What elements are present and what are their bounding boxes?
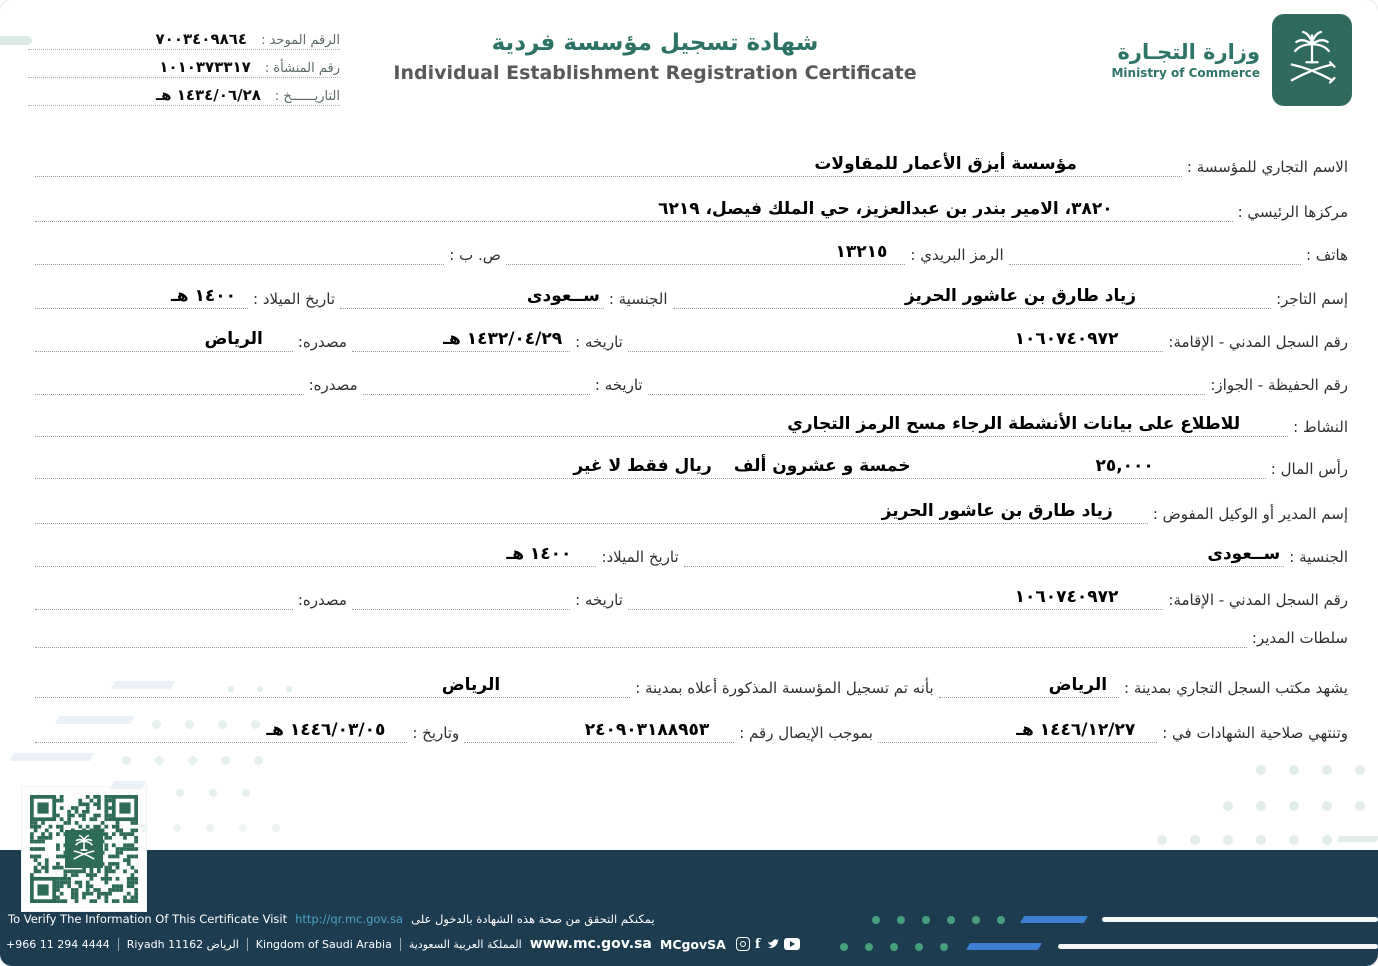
registered-city-label: بأنه تم تسجيل المؤسسة المذكورة أعلاه بمدينة : [635, 679, 934, 697]
decor-dot [872, 916, 880, 924]
decor-dot [257, 686, 263, 692]
decor-dot [1256, 765, 1266, 775]
decor-dot [1289, 801, 1299, 811]
activity-value: للاطلاع على بيانات الأنشطة الرجاء مسح الرمز التجاري [787, 414, 1241, 434]
decor-dot [997, 916, 1005, 924]
decor-dot [1322, 765, 1332, 775]
manager-powers-line [35, 647, 1247, 648]
decor-dot [209, 789, 217, 797]
manager-civil-id-source-label: مصدره: [297, 591, 347, 609]
postal-code-value: ١٣٢١٥ [835, 242, 888, 262]
civil-id-value: ١٠٦٠٧٤٠٩٧٢ [1014, 329, 1119, 349]
passport-label: رقم الحفيظة - الجواز: [1210, 376, 1348, 394]
office-city-label: يشهد مكتب السجل التجاري بمدينة : [1124, 679, 1348, 697]
manager-civil-id-date-label: تاريخه : [575, 591, 623, 609]
decor-dot [206, 824, 214, 832]
office-city-line [939, 675, 1119, 698]
decor-dot [286, 686, 292, 692]
decor-bar [1058, 944, 1378, 949]
facebook-icon: f [754, 936, 761, 952]
decor-bar [966, 943, 1042, 950]
decor-bar [10, 753, 94, 761]
decor-bar [55, 716, 135, 724]
decor-dot [1223, 801, 1233, 811]
decor-dot [251, 720, 260, 729]
activity-line [35, 414, 1288, 437]
head-office-value: ٣٨٢٠، الامير بندر بن عبدالعزيز، حي الملك فيصل، ٦٢١٩ [658, 199, 1113, 219]
expiry-line [878, 720, 1157, 743]
trade-name-line [35, 154, 1182, 177]
registration-city-row [30, 664, 1348, 698]
manager-civil-id-value: ١٠٦٠٧٤٠٩٧٢ [1014, 587, 1119, 607]
registered-city-value: الرياض [441, 675, 501, 695]
decor-dot [840, 943, 848, 951]
receipt-date-value: ١٤٤٦/٠٣/٠٥ هـ [266, 720, 386, 740]
manager-name-line [35, 501, 1148, 524]
palm-swords-emblem [1285, 28, 1339, 92]
decor-dot [1256, 835, 1266, 845]
issue-date-label: التاريــــــخ : [274, 89, 340, 104]
decor-bar [1337, 836, 1378, 842]
decor-dot [1256, 801, 1266, 811]
manager-birth-date-line [35, 544, 596, 567]
manager-civil-id-label: رقم السجل المدني - الإقامة: [1168, 591, 1348, 609]
decor-dot [140, 824, 148, 832]
manager-birth-date-value: ١٤٠٠ هـ [506, 544, 572, 564]
footer-social-handle: MCgovSA [659, 936, 726, 952]
nationality-line [340, 286, 604, 309]
ministry-name-arabic: وزارة التجـارة [1117, 40, 1260, 64]
footer-separator [400, 938, 401, 951]
decor-dot [1157, 835, 1167, 845]
decor-dot [915, 943, 923, 951]
capital-label: رأس المال : [1270, 460, 1348, 478]
head-office-row [30, 188, 1348, 222]
po-box-label: ص. ب : [449, 246, 501, 264]
footer-verify-line [8, 912, 655, 926]
manager-powers-row [30, 614, 1348, 648]
verify-link[interactable]: http://qr.mc.gov.sa [295, 912, 404, 926]
trade-name-label: الاسم التجاري للمؤسسة : [1186, 158, 1348, 176]
postal-code-label: الرمز البريدي : [910, 246, 1004, 264]
manager-civil-id-source-line [35, 609, 293, 610]
decor-dot [1322, 801, 1332, 811]
decor-dot [122, 756, 131, 765]
decor-dot [254, 756, 263, 765]
passport-line [648, 394, 1206, 395]
decor-dot [1355, 765, 1365, 775]
ministry-logo [1111, 14, 1352, 106]
entity-number-label: رقم المنشأة : [264, 61, 340, 76]
passport-source-line [35, 394, 304, 395]
manager-powers-label: سلطات المدير: [1251, 629, 1348, 647]
issue-date-row [28, 78, 340, 106]
civil-id-date-value: ١٤٣٢/٠٤/٢٩ هـ [443, 329, 563, 349]
title-english: Individual Establishment Registration Certificate [393, 62, 917, 84]
manager-nationality-row [30, 533, 1348, 567]
decor-dot [155, 756, 164, 765]
qr-code [22, 787, 146, 911]
manager-nationality-line [684, 544, 1285, 567]
decor-bar [110, 781, 146, 789]
manager-nationality-value: ســعودى [1207, 544, 1281, 564]
footer-city: Riyadh 11162 الرياض [126, 937, 239, 951]
footer-country-ar: المملكة العربية السعودية [408, 937, 522, 951]
manager-name-value: زياد طارق بن عاشور الحريز [881, 501, 1113, 521]
header-meta [28, 22, 340, 106]
trader-row [30, 275, 1348, 309]
footer-social-icons [736, 937, 801, 952]
decor-dot [897, 916, 905, 924]
capital-words-tail: ريال فقط لا غير [573, 456, 712, 476]
instagram-icon [736, 937, 750, 951]
civil-id-line [628, 329, 1164, 352]
unified-number-label: الرقم الموحد : [261, 33, 340, 48]
manager-nationality-label: الجنسية : [1289, 548, 1348, 566]
civil-id-source-label: مصدره: [297, 333, 347, 351]
decor-dot [272, 824, 280, 832]
verify-text-ar: يمكنكم التحقق من صحة هذه الشهادة بالدخول على [411, 912, 655, 926]
decor-dot [1289, 765, 1299, 775]
civil-id-row [30, 318, 1348, 352]
unified-number-value: ٧٠٠٣٤٠٩٨٦٤ [155, 30, 248, 48]
issue-date-value: ١٤٣٤/٠٦/٢٨ هـ [155, 86, 261, 104]
civil-id-date-line [352, 329, 570, 352]
capital-value: ٢٥,٠٠٠ [1095, 456, 1154, 476]
phone-postal-row [30, 231, 1348, 265]
passport-date-label: تاريخه : [594, 376, 643, 394]
birth-date-label: تاريخ الميلاد : [253, 290, 336, 308]
ministry-name [1111, 40, 1260, 80]
manager-civil-id-date-line [352, 609, 570, 610]
civil-id-source-line [35, 329, 293, 352]
passport-source-label: مصدره: [308, 376, 358, 394]
decor-dot [1190, 835, 1200, 845]
nationality-value: ســعودى [526, 286, 600, 306]
decor-dot [1223, 835, 1233, 845]
qr-center-emblem-icon [65, 830, 103, 868]
civil-id-label: رقم السجل المدني - الإقامة: [1168, 333, 1348, 351]
trader-name-value: زياد طارق بن عاشور الحريز [904, 286, 1137, 306]
footer-contact-line [6, 936, 800, 952]
decor-dot [185, 720, 194, 729]
footer-separator [118, 938, 119, 951]
capital-line [35, 456, 1266, 479]
head-office-line [35, 199, 1233, 222]
decor-dot [221, 756, 230, 765]
phone-label: هاتف : [1305, 246, 1348, 264]
passport-row [30, 361, 1348, 395]
activity-label: النشاط : [1293, 418, 1348, 436]
receipt-line [464, 720, 734, 743]
decor-bar [0, 36, 32, 45]
decor-dot [865, 943, 873, 951]
decor-dot [890, 943, 898, 951]
manager-name-label: إسم المدير أو الوكيل المفوض : [1152, 505, 1348, 523]
capital-words: خمسة و عشرون ألف [733, 456, 911, 476]
decor-dot [940, 943, 948, 951]
expiry-value: ١٤٤٦/١٢/٢٧ هـ [1016, 720, 1136, 740]
footer-website: www.mc.gov.sa [529, 936, 652, 952]
receipt-label: بموجب الإيصال رقم : [739, 724, 873, 742]
civil-id-source-value: الرياض [204, 329, 263, 349]
birth-date-value: ١٤٠٠ هـ [170, 286, 237, 306]
youtube-icon [784, 938, 800, 950]
decor-bar [1020, 916, 1088, 923]
receipt-date-label: وتاريخ : [412, 724, 460, 742]
capital-row [30, 445, 1348, 479]
trader-name-label: إسم التاجر: [1276, 290, 1348, 308]
trade-name-value: مؤسسة أيزق الأعمار للمقاولات [814, 154, 1077, 174]
head-office-label: مركزها الرئيسي : [1237, 203, 1348, 221]
postal-code-line [506, 242, 906, 265]
verify-text-en: To Verify The Information Of This Certificate Visit [8, 912, 288, 926]
birth-date-line [35, 286, 248, 309]
twitter-icon [765, 938, 779, 950]
title-arabic: شهادة تسجيل مؤسسة فردية [491, 30, 819, 56]
passport-date-line [363, 394, 590, 395]
decor-dot [176, 789, 184, 797]
receipt-value: ٢٤٠٩٠٣١٨٨٩٥٣ [584, 720, 710, 740]
decor-dot [242, 789, 250, 797]
manager-birth-date-label: تاريخ الميلاد: [601, 548, 679, 566]
civil-id-date-label: تاريخه : [575, 333, 623, 351]
decor-dot [972, 916, 980, 924]
phone-line [1009, 264, 1301, 265]
ministry-name-english: Ministry of Commerce [1111, 66, 1260, 80]
trade-name-row [30, 143, 1348, 177]
certificate-title [370, 30, 940, 84]
activity-row [30, 403, 1348, 437]
decor-dot [922, 916, 930, 924]
decor-dot [947, 916, 955, 924]
decor-dot [239, 824, 247, 832]
footer-separator [247, 938, 248, 951]
trader-name-line [673, 286, 1272, 309]
decor-dot [1355, 801, 1365, 811]
decor-bar [111, 681, 175, 689]
unified-number-row [28, 22, 340, 50]
decor-dot [173, 824, 181, 832]
decor-dot [152, 720, 161, 729]
manager-civil-id-row [30, 576, 1348, 610]
decor-dot [188, 756, 197, 765]
decor-dot [228, 686, 234, 692]
nationality-label: الجنسية : [608, 290, 668, 308]
decor-bar [1102, 917, 1378, 922]
office-city-value: الرياض [1048, 675, 1108, 695]
po-box-line [35, 264, 444, 265]
manager-civil-id-line [628, 587, 1164, 610]
saudi-emblem-icon [1272, 14, 1352, 106]
entity-number-value: ١٠١٠٣٧٣٣١٧ [159, 58, 251, 76]
decor-dot [218, 720, 227, 729]
expiry-label: وتنتهي صلاحية الشهادات في : [1162, 724, 1348, 742]
decor-dot [1322, 835, 1332, 845]
entity-number-row [28, 50, 340, 78]
decor-dot [1289, 835, 1299, 845]
footer-phone: +966 11 294 4444 [6, 937, 110, 951]
footer-country-en: Kingdom of Saudi Arabia [255, 937, 392, 951]
manager-name-row [30, 490, 1348, 524]
expiry-receipt-row [30, 709, 1348, 743]
